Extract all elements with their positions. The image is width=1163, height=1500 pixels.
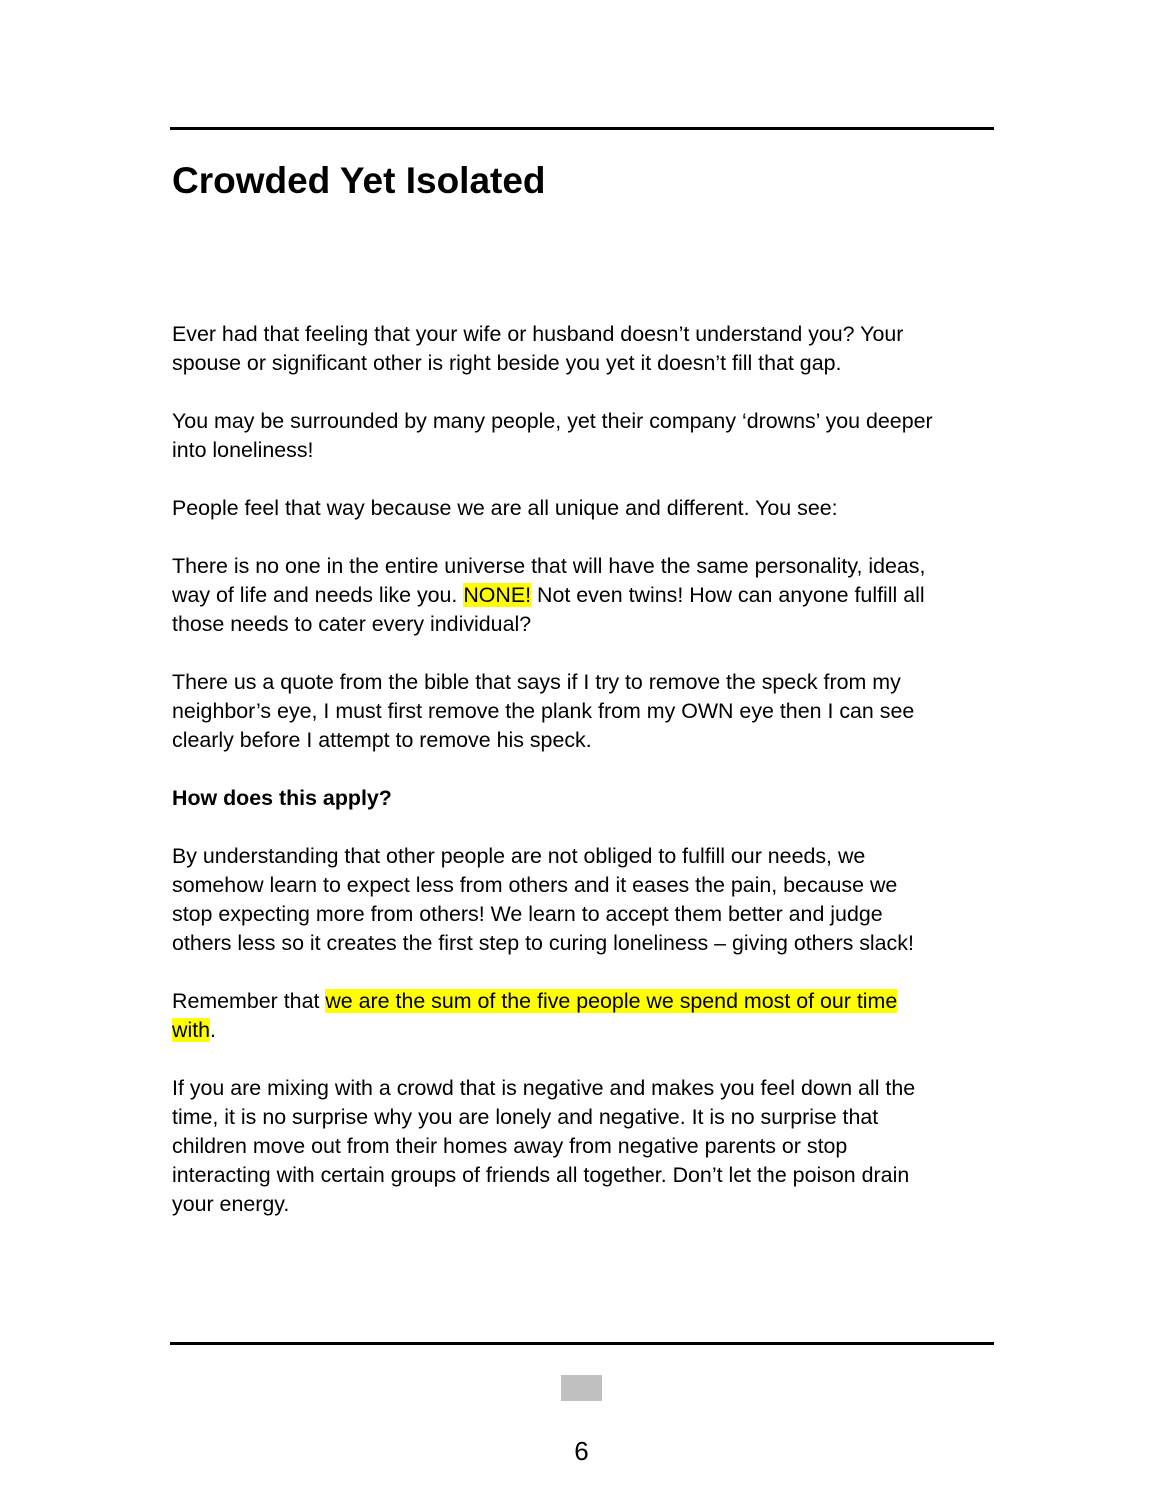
highlighted-text: we are the sum of the five people we spend most of our time — [325, 989, 898, 1013]
paragraph-4 — [172, 552, 1002, 639]
paragraph-3 — [172, 494, 1002, 523]
text-line: By understanding that other people are not obliged to fulfill our needs, we — [172, 844, 866, 868]
paragraph-6 — [172, 842, 1002, 958]
page-marker-box — [561, 1375, 602, 1401]
text-line: If you are mixing with a crowd that is negative and makes you feel down all the — [172, 1076, 916, 1100]
text-line: children move out from their homes away from negative parents or stop — [172, 1134, 848, 1158]
paragraph-1 — [172, 320, 1002, 378]
text-line: interacting with certain groups of friends all together. Don’t let the poison drain — [172, 1163, 910, 1187]
text-segment: . — [210, 1018, 216, 1042]
text-line: others less so it creates the first step to curing loneliness – giving others slack! — [172, 931, 914, 955]
text-line: People feel that way because we are all unique and different. You see: — [172, 496, 838, 520]
bottom-horizontal-rule — [170, 1342, 994, 1345]
text-line: There is no one in the entire universe that will have the same personality, ideas, — [172, 554, 926, 578]
section-subheading-paragraph — [172, 784, 1002, 813]
paragraph-5 — [172, 668, 1002, 755]
text-line: somehow learn to expect less from others and it eases the pain, because we — [172, 873, 898, 897]
highlighted-text: NONE! — [463, 583, 532, 607]
text-line: stop expecting more from others! We learn to accept them better and judge — [172, 902, 883, 926]
paragraph-8 — [172, 1074, 1002, 1219]
text-line — [172, 581, 1002, 610]
document-body — [172, 320, 1002, 1248]
text-line: spouse or significant other is right beside you yet it doesn’t fill that gap. — [172, 351, 842, 375]
page-number: 6 — [574, 1436, 589, 1466]
text-line: clearly before I attempt to remove his speck. — [172, 728, 592, 752]
text-line: into loneliness! — [172, 438, 314, 462]
top-horizontal-rule — [170, 127, 994, 130]
text-segment: Remember that — [172, 989, 326, 1013]
text-line: neighbor’s eye, I must first remove the plank from my OWN eye then I can see — [172, 699, 915, 723]
text-line: those needs to cater every individual? — [172, 612, 532, 636]
text-line — [172, 1016, 1002, 1045]
text-line: There us a quote from the bible that says if I try to remove the speck from my — [172, 670, 901, 694]
text-line: your energy. — [172, 1192, 290, 1216]
highlighted-text: with — [172, 1018, 211, 1042]
text-segment: Not even twins! How can anyone fulfill all — [531, 583, 925, 607]
paragraph-7 — [172, 987, 1002, 1045]
text-line: time, it is no surprise why you are lonely and negative. It is no surprise that — [172, 1105, 879, 1129]
text-line: You may be surrounded by many people, yet their company ‘drowns’ you deeper — [172, 409, 933, 433]
text-line — [172, 987, 1002, 1016]
text-line: Ever had that feeling that your wife or husband doesn’t understand you? Your — [172, 322, 904, 346]
text-segment: way of life and needs like you. — [172, 583, 464, 607]
paragraph-2 — [172, 407, 1002, 465]
page-title: Crowded Yet Isolated — [172, 160, 546, 201]
section-subheading: How does this apply? — [172, 786, 392, 810]
